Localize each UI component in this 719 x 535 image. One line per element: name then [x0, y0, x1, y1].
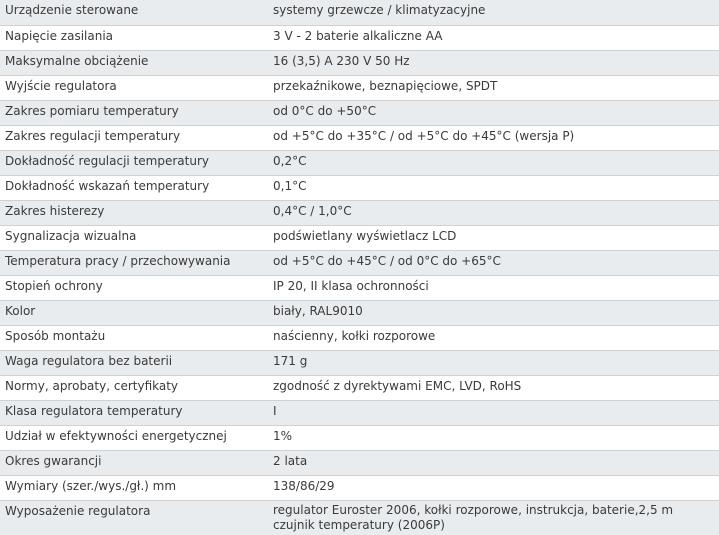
- spec-value: 0,1°C: [268, 175, 719, 200]
- spec-row: [0, 350, 719, 375]
- spec-row: [0, 250, 719, 275]
- spec-row: [0, 300, 719, 325]
- spec-value: od 0°C do +50°C: [268, 100, 719, 125]
- spec-label: Normy, aprobaty, certyfikaty: [0, 375, 268, 400]
- spec-value: podświetlany wyświetlacz LCD: [268, 225, 719, 250]
- spec-label: Kolor: [0, 300, 268, 325]
- spec-value: 3 V - 2 baterie alkaliczne AA: [268, 25, 719, 50]
- spec-label: Okres gwarancji: [0, 450, 268, 475]
- spec-value: IP 20, II klasa ochronności: [268, 275, 719, 300]
- spec-label: Klasa regulatora temperatury: [0, 400, 268, 425]
- spec-label: Sposób montażu: [0, 325, 268, 350]
- spec-value: 16 (3,5) A 230 V 50 Hz: [268, 50, 719, 75]
- spec-label: Temperatura pracy / przechowywania: [0, 250, 268, 275]
- spec-label: Zakres regulacji temperatury: [0, 125, 268, 150]
- spec-value: 138/86/29: [268, 475, 719, 500]
- spec-value: przekaźnikowe, beznapięciowe, SPDT: [268, 75, 719, 100]
- spec-row: [0, 500, 719, 535]
- spec-value: systemy grzewcze / klimatyzacyjne: [268, 0, 719, 25]
- spec-label: Dokładność regulacji temperatury: [0, 150, 268, 175]
- spec-row: [0, 325, 719, 350]
- spec-row: [0, 150, 719, 175]
- spec-label: Maksymalne obciążenie: [0, 50, 268, 75]
- spec-label: Stopień ochrony: [0, 275, 268, 300]
- spec-row: [0, 375, 719, 400]
- spec-value: od +5°C do +35°C / od +5°C do +45°C (wersja P): [268, 125, 719, 150]
- spec-value: zgodność z dyrektywami EMC, LVD, RoHS: [268, 375, 719, 400]
- spec-value: regulator Euroster 2006, kołki rozporowe, instrukcja, baterie,2,5 m czujnik temperatury (2006P): [268, 500, 719, 535]
- spec-label: Wyjście regulatora: [0, 75, 268, 100]
- spec-value: 2 lata: [268, 450, 719, 475]
- spec-label: Waga regulatora bez baterii: [0, 350, 268, 375]
- spec-row: [0, 225, 719, 250]
- spec-row: [0, 275, 719, 300]
- spec-label: Zakres histerezy: [0, 200, 268, 225]
- spec-label: Wyposażenie regulatora: [0, 500, 268, 535]
- spec-row: [0, 75, 719, 100]
- spec-row: [0, 0, 719, 25]
- spec-value: 1%: [268, 425, 719, 450]
- spec-row: [0, 100, 719, 125]
- spec-label: Dokładność wskazań temperatury: [0, 175, 268, 200]
- spec-value: I: [268, 400, 719, 425]
- spec-value: 171 g: [268, 350, 719, 375]
- spec-label: Urządzenie sterowane: [0, 0, 268, 25]
- spec-row: [0, 50, 719, 75]
- spec-label: Udział w efektywności energetycznej: [0, 425, 268, 450]
- spec-label: Wymiary (szer./wys./gł.) mm: [0, 475, 268, 500]
- spec-row: [0, 400, 719, 425]
- spec-label: Sygnalizacja wizualna: [0, 225, 268, 250]
- spec-row: [0, 175, 719, 200]
- spec-row: [0, 25, 719, 50]
- spec-value: od +5°C do +45°C / od 0°C do +65°C: [268, 250, 719, 275]
- spec-label: Zakres pomiaru temperatury: [0, 100, 268, 125]
- spec-value: biały, RAL9010: [268, 300, 719, 325]
- spec-row: [0, 125, 719, 150]
- spec-row: [0, 425, 719, 450]
- spec-row: [0, 475, 719, 500]
- spec-value: 0,2°C: [268, 150, 719, 175]
- spec-label: Napięcie zasilania: [0, 25, 268, 50]
- spec-row: [0, 450, 719, 475]
- spec-row: [0, 200, 719, 225]
- spec-value: naścienny, kołki rozporowe: [268, 325, 719, 350]
- spec-value: 0,4°C / 1,0°C: [268, 200, 719, 225]
